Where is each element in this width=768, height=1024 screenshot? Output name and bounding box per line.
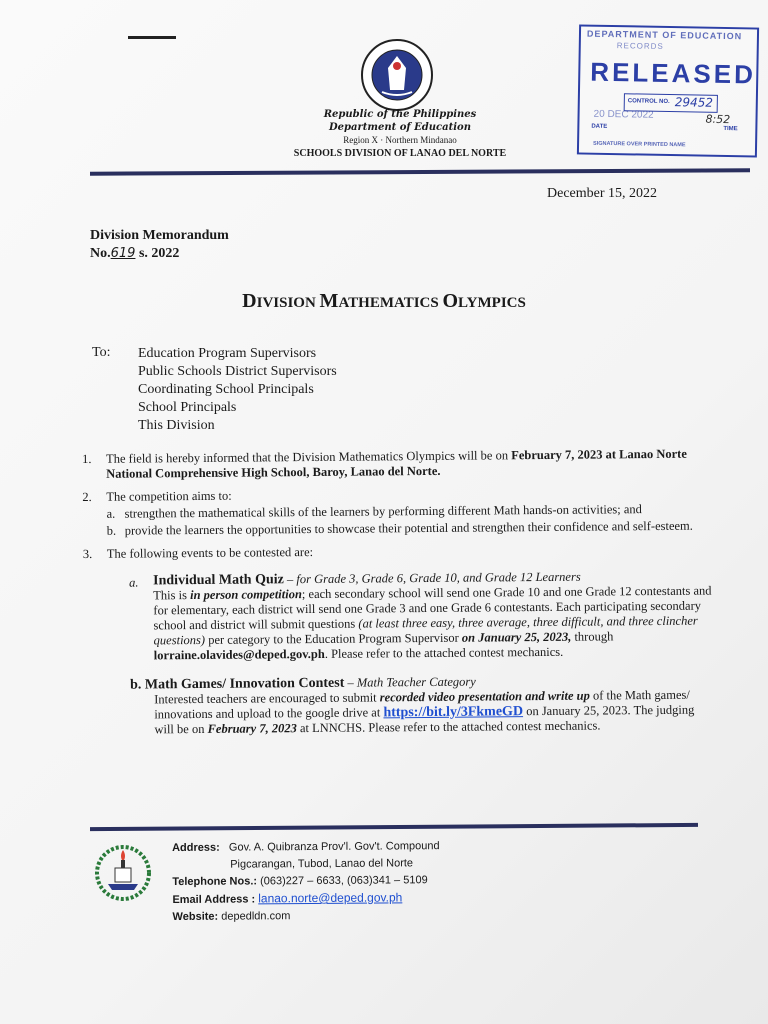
item-2b: b. provide the learners the opportunities to showcase their potential and strengthen their confidence and self-esteem. [106,518,693,538]
stamp-control-number: 29452 [674,95,714,110]
memo-title: DIVISION MATHEMATICS OLYMPICS [242,290,526,312]
memo-number-handwritten: 619 [110,246,136,261]
stamp-time-label: TIME [723,125,738,133]
memo-date: December 15, 2022 [547,186,658,201]
footer-address-2: Pigcarangan, Tubod, Lanao del Norte [230,857,414,871]
footer-email: Email Address : lanao.norte@deped.gov.ph [172,890,403,906]
event-b-description: Interested teachers are encouraged to submit recorded video presentation and write up of the Math games/ innovations and upload to the google drive at https://bit.ly/3FkmeGD on January 25, 2023. The judging will be on February 7, 2023 at LNNCHS. Please refer to the attached contest mechanics. [154,687,695,737]
footer-contact [172,838,440,926]
stamp-header: DEPARTMENT OF EDUCATION [586,28,743,42]
footer-address: Address: Gov. A. Quibranza Prov'l. Gov't. Compound [172,840,440,854]
event-a-email: lorraine.olavides@deped.gov.ph [153,646,325,663]
stamp-subheader: RECORDS [616,41,664,51]
header-divider [90,168,750,175]
item-2: 2. The competition aims to: [82,488,232,504]
republic-line: Republic of the Philippines [323,109,477,120]
recipient: This Division [138,418,215,433]
item-1: 1. The field is hereby informed that the Division Mathematics Olympics will be on February 7, 2023 at Lanao Norte National Comprehensive High School, Baroy, Lanao del Norte. [82,446,687,481]
memo-body [82,447,714,738]
stamp-date-label: DATE [591,123,608,130]
memo-number: No.619 s. 2022 [90,246,180,261]
event-b [84,672,714,737]
footer-website: Website: depedldn.com [172,910,291,923]
released-stamp [577,24,759,157]
region-line: Region X · Northern Mindanao [343,135,457,145]
memo-number-block [90,227,229,263]
department-line: Department of Education [329,122,471,133]
memo-type: Division Memorandum [90,228,229,243]
stamp-signature-label: SIGNATURE OVER PRINTED NAME [593,140,686,149]
recipient: Education Program Supervisors [138,346,317,361]
handwritten-dash-mark [128,36,176,39]
event-a-description: This is in person competition; each secondary school will send one Grade 10 and one Grade 12 contestants and for elementary, each district will send one Grade 3 and one Grade 6 contestants. Each participating secondary school and district will submit questions (at least three easy, three average, three difficult, and three clincher questions) per category to the Education Program Supervisor on January 25, 2023, through lorraine.olavides@deped.gov.ph. Please refer to the attached contest mechanics. [153,583,712,663]
footer-email-link[interactable]: lanao.norte@deped.gov.ph [258,890,403,906]
footer-divider [90,823,698,831]
division-logo [88,840,158,910]
recipient: Coordinating School Principals [138,382,314,397]
footer-phone: Telephone Nos.: (063)227 – 6633, (063)341 – 5109 [172,874,428,888]
event-a-heading: Individual Math Quiz – for Grade 3, Grade 6, Grade 10, and Grade 12 Learners [153,569,581,589]
letterhead [250,108,550,160]
recipient: School Principals [138,400,237,415]
stamp-time-value: 8:52 [705,112,731,127]
google-drive-link[interactable]: https://bit.ly/3FkmeGD [383,704,524,721]
to-label: To: [92,345,111,360]
deped-seal-logo [360,38,434,112]
stamp-date-value: 20 DEC 2022 [593,108,654,121]
event-b-heading: b. Math Games/ Innovation Contest – Math Teacher Category [129,674,476,693]
recipient: Public Schools District Supervisors [138,364,337,379]
item-2a: a. strengthen the mathematical skills of the learners by performing different Math hands-on activities; and [106,502,642,521]
recipient-list [138,345,337,435]
item-3: 3. The following events to be contested are: [82,544,314,561]
stamp-control-label: CONTROL NO. [627,98,670,106]
stamp-released-word: RELEASED [590,56,757,90]
event-a: a. Individual Math Quiz – for Grade 3, Grade 6, Grade 10, and Grade 12 Learners This is in person competition; each secondary school will send one Grade 10 and one Grade 12 contestants and for elementary, each district will send one Grade 3 and one Grade 6 contestants. Each participating secondary school and district will submit questions (at least three easy, three average, three difficult, and three clincher questions) per category to the Education Program Supervisor on January 25, 2023, through lorraine.olavides@deped.gov.ph. Please refer to the attached contest mechanics. [83,568,714,663]
division-line: SCHOOLS DIVISION OF LANAO DEL NORTE [293,148,507,159]
